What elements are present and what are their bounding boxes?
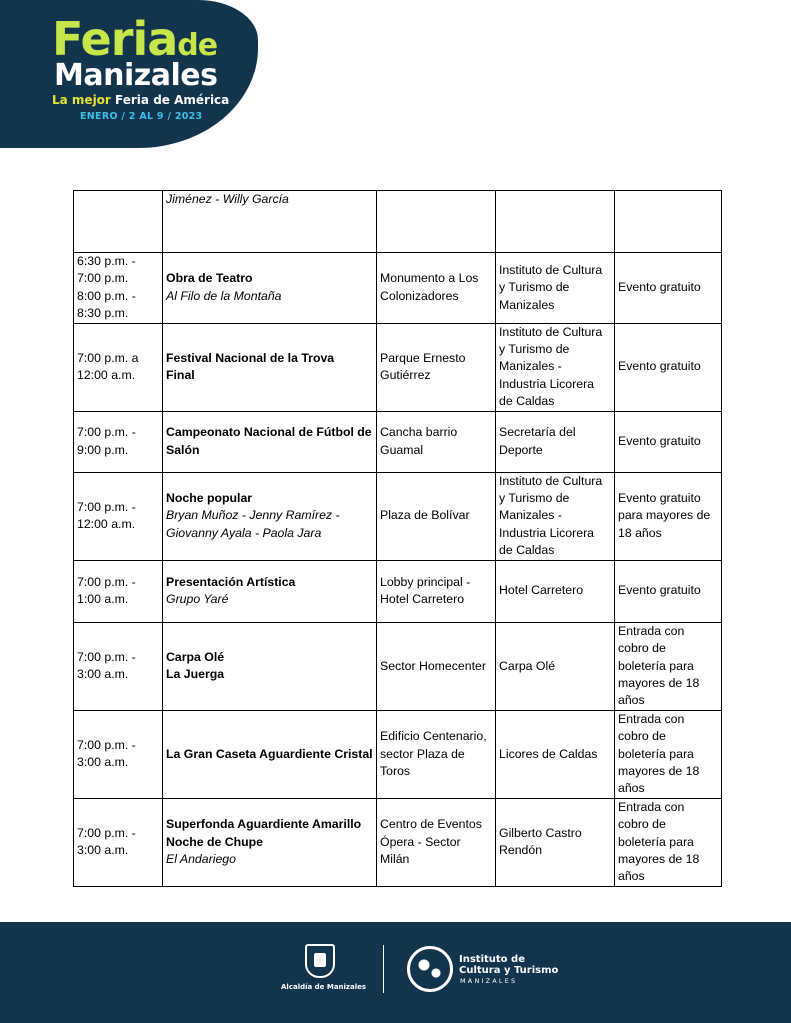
tagline-lead: La mejor [52,93,111,107]
event-organizer-line: de Caldas [499,543,555,558]
event-time-line: 12:00 a.m. [77,517,136,532]
logo-dates: ENERO / 2 AL 9 / 2023 [80,111,203,122]
event-access-line: boletería para [618,746,694,761]
event-organizer-line: Instituto de Cultura [499,473,603,488]
event-place-line: Lobby principal - [380,574,471,589]
event-organizer-line: Secretaría del [499,425,576,440]
event-access-line: 18 años [618,525,662,540]
event-access-line: Evento gratuito [618,491,701,506]
institute-name-line1: Instituto de [459,954,525,965]
event-access-line: cobro de [618,641,666,656]
event-access-line: boletería para [618,658,694,673]
event-access-line: Evento gratuito [618,583,701,598]
event-time-cell [74,253,163,324]
event-time-cell [74,472,163,560]
event-access-cell [615,798,722,886]
event-time-line: 7:00 p.m. - [77,425,136,440]
event-subtitle-line: El Andariego [166,851,236,866]
logo-de-word: de [177,28,218,63]
event-name-cell [163,191,377,253]
event-organizer-line: Carpa Olé [499,658,556,673]
event-access-line: Evento gratuito [618,359,701,374]
event-organizer-cell [496,560,615,622]
event-organizer-cell [496,411,615,472]
event-organizer-line: Rendón [499,843,543,858]
event-organizer-line: Industria Licorera [499,525,595,540]
event-place-line: Edificio Centenario, [380,729,487,744]
event-row [74,798,722,886]
event-access-line: Entrada con [618,711,685,726]
event-name-cell [163,472,377,560]
event-time-line: 7:00 p.m. - [77,499,136,514]
event-organizer-line: y Turismo de [499,342,570,357]
event-place-cell [377,560,496,622]
event-row [74,560,722,622]
event-organizer-cell [496,798,615,886]
event-time-cell [74,560,163,622]
event-time-line: 7:00 p.m. a [77,350,139,365]
event-title-line: Festival Nacional de la Trova [166,350,335,365]
event-organizer-cell [496,253,615,324]
event-time-line: 3:00 a.m. [77,843,129,858]
event-title-line: Noche de Chupe [166,834,264,849]
event-place-line: Colonizadores [380,288,459,303]
institute-logo-icon [407,946,453,992]
event-access-line: para mayores de [618,508,711,523]
event-subtitle-line: Bryan Muñoz - Jenny Ramírez - [166,508,340,523]
event-place-line: Sector Homecenter [380,658,486,673]
event-organizer-line: y Turismo de [499,280,570,295]
event-row [74,472,722,560]
event-organizer-line: Licores de Caldas [499,746,598,761]
event-place-line: Cancha barrio [380,425,458,440]
event-organizer-line: Manizales - [499,508,562,523]
event-subtitle-line: Grupo Yaré [166,592,229,607]
event-time-line: 12:00 a.m. [77,368,136,383]
event-time-cell [74,622,163,710]
event-organizer-line: Instituto de Cultura [499,262,603,277]
event-time-line: 7:00 p.m. - [77,649,136,664]
event-place-line: Guamal [380,442,424,457]
event-access-cell [615,411,722,472]
logo-feria-word: Feria [52,12,178,66]
event-subtitle-line: Al Filo de la Montaña [166,288,282,303]
event-place-cell [377,411,496,472]
event-name-cell [163,323,377,411]
event-place-line: Milán [380,851,410,866]
event-name-cell [163,560,377,622]
alcaldia-label: Alcaldía de Manizales [281,983,367,991]
event-name-cell [163,411,377,472]
event-organizer-line: Hotel Carretero [499,583,584,598]
event-name-cell [163,798,377,886]
events-table [73,190,722,887]
event-row [74,411,722,472]
event-access-line: cobro de [618,817,666,832]
event-place-cell [377,191,496,253]
logo-tagline [52,93,229,107]
event-title-line: Superfonda Aguardiente Amarillo [166,817,362,832]
event-time-line: 3:00 a.m. [77,755,129,770]
event-access-cell [615,323,722,411]
event-access-cell [615,253,722,324]
event-place-line: Plaza de Bolívar [380,508,470,523]
event-place-line: Hotel Carretero [380,592,465,607]
logo-title-manizales: Manizales [54,58,218,93]
institute-name-line2: Cultura y Turismo [459,965,559,976]
event-access-line: Evento gratuito [618,280,701,295]
event-name-cell [163,253,377,324]
event-title-line: Noche popular [166,491,253,506]
event-organizer-line: Gilberto Castro [499,825,582,840]
event-place-line: Gutiérrez [380,368,431,383]
event-row [74,622,722,710]
event-organizer-cell [496,191,615,253]
event-access-line: boletería para [618,834,694,849]
event-time-line: 9:00 p.m. [77,442,129,457]
event-access-cell [615,191,722,253]
event-time-line: 7:00 p.m. [77,271,129,286]
event-time-line: 7:00 p.m. - [77,574,136,589]
event-place-cell [377,472,496,560]
event-access-line: mayores de 18 [618,763,700,778]
event-subtitle-line: Jiménez - Willy García [166,192,289,206]
event-place-line: Ópera - Sector [380,834,461,849]
event-place-cell [377,323,496,411]
event-organizer-line: y Turismo de [499,491,570,506]
event-title-line: La Gran Caseta Aguardiente Cristal [166,746,373,761]
event-place-cell [377,710,496,798]
event-time-cell [74,710,163,798]
event-place-cell [377,798,496,886]
events-table-body [74,191,722,887]
event-access-line: Entrada con [618,799,685,814]
event-access-line: mayores de 18 [618,675,700,690]
event-row [74,191,722,253]
event-time-line: 8:00 p.m. - [77,288,136,303]
institute-city: MANIZALES [460,977,518,985]
event-access-line: años [618,781,645,796]
event-title-line: Campeonato Nacional de Fútbol de [166,425,372,440]
event-access-line: Entrada con [618,623,685,638]
event-access-cell [615,622,722,710]
event-organizer-line: Instituto de Cultura [499,324,603,339]
event-time-cell [74,411,163,472]
alcaldia-shield-icon [305,944,335,978]
event-time-cell [74,191,163,253]
event-organizer-line: Manizales - [499,359,562,374]
event-access-line: Evento gratuito [618,433,701,448]
event-time-cell [74,323,163,411]
event-place-line: Centro de Eventos [380,817,482,832]
event-time-line: 7:00 p.m. - [77,825,136,840]
event-title-line: Presentación Artística [166,574,296,589]
event-name-cell [163,710,377,798]
event-title-line: La Juerga [166,667,225,682]
event-place-line: Toros [380,763,411,778]
event-place-cell [377,253,496,324]
event-subtitle-line: Giovanny Ayala - Paola Jara [166,525,322,540]
event-time-line: 6:30 p.m. - [77,254,136,268]
event-row [74,323,722,411]
event-name-cell [163,622,377,710]
event-organizer-line: Deporte [499,442,543,457]
event-place-line: sector Plaza de [380,746,465,761]
event-organizer-line: Manizales [499,297,555,312]
event-place-line: Parque Ernesto [380,350,466,365]
event-row [74,710,722,798]
event-time-cell [74,798,163,886]
event-access-line: años [618,869,645,884]
event-place-line: Monumento a Los [380,271,479,286]
event-row [74,253,722,324]
event-organizer-line: de Caldas [499,394,555,409]
event-access-line: años [618,693,645,708]
footer-bar [0,922,791,1023]
event-title-line: Final [166,368,195,383]
event-time-line: 7:00 p.m. - [77,737,136,752]
event-organizer-cell [496,622,615,710]
event-organizer-cell [496,710,615,798]
event-access-line: mayores de 18 [618,851,700,866]
event-time-line: 8:30 p.m. [77,306,129,321]
tagline-rest: Feria de América [115,93,230,107]
event-organizer-cell [496,323,615,411]
event-access-line: cobro de [618,729,666,744]
event-organizer-cell [496,472,615,560]
event-title-line: Carpa Olé [166,649,225,664]
footer-divider [383,945,384,993]
event-access-cell [615,472,722,560]
event-organizer-line: Industria Licorera [499,376,595,391]
event-place-cell [377,622,496,710]
event-time-line: 3:00 a.m. [77,667,129,682]
event-access-cell [615,710,722,798]
event-access-cell [615,560,722,622]
event-title-line: Salón [166,442,200,457]
event-title-line: Obra de Teatro [166,271,253,286]
event-time-line: 1:00 a.m. [77,592,129,607]
